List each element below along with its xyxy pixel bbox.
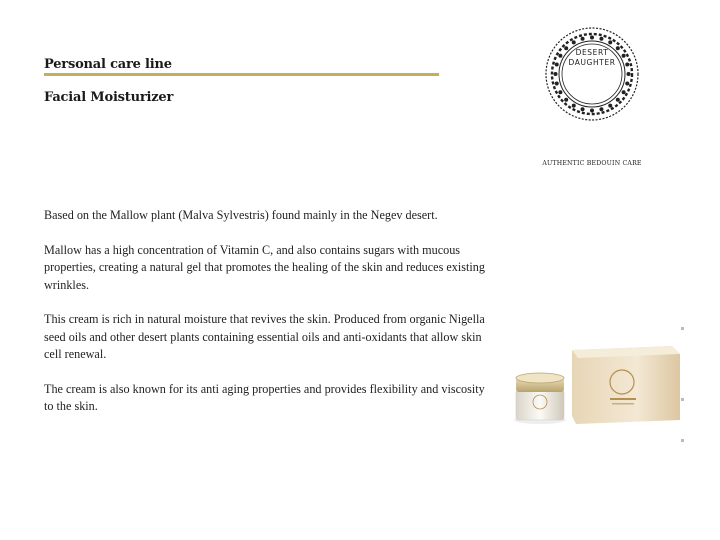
paragraph-4: The cream is also known for its anti aging properties and provides flexibility and viscosity to the skin. — [44, 382, 485, 414]
logo-petal — [558, 90, 562, 94]
logo-petal — [627, 72, 631, 76]
logo-line-1: DESERT — [575, 48, 609, 57]
edge-mark — [681, 439, 684, 442]
logo-line-2: DAUGHTER — [568, 58, 616, 67]
logo-petal — [599, 37, 603, 41]
logo-petal — [581, 37, 585, 41]
logo-petal — [564, 98, 568, 102]
logo-petal — [616, 98, 620, 102]
logo-petal — [608, 40, 612, 44]
logo-petal — [555, 81, 559, 85]
title-underline — [44, 73, 439, 76]
product-jar — [514, 373, 566, 424]
logo-tagline: AUTHENTIC BEDOUIN CARE — [542, 160, 642, 167]
logo-petal — [581, 107, 585, 111]
logo-petal — [590, 109, 594, 113]
edge-mark — [681, 398, 684, 401]
product-box — [572, 346, 680, 424]
paragraph-2: Mallow has a high concentration of Vitamin C, and also contains sugars with mucous properties, creating a natural gel that promotes the healing of the skin and reduces existing wrinkles. — [44, 242, 485, 292]
paragraph-3: This cream is rich in natural moisture that revives the skin. Produced from organic Nigella seed oils and other desert plants containing essential oils and anti-oxidants that allow skin cell renewal. — [44, 312, 485, 362]
description — [44, 207, 489, 433]
logo-petal — [608, 104, 612, 108]
brand-logo — [536, 24, 648, 167]
logo-petal — [599, 107, 603, 111]
logo-petal — [622, 90, 626, 94]
logo-petal — [625, 81, 629, 85]
logo-petal — [590, 36, 594, 40]
product-title: Facial Moisturizer — [44, 90, 174, 105]
product-photo — [512, 344, 684, 426]
logo-petal — [572, 104, 576, 108]
edge-mark — [681, 327, 684, 330]
paragraph-1: Based on the Mallow plant (Malva Sylvestris) found mainly in the Negev desert. — [44, 208, 438, 222]
logo-petal — [572, 40, 576, 44]
series-title: Personal care line — [44, 57, 172, 72]
logo-petal — [554, 72, 558, 76]
ornamental-ring-icon — [542, 24, 642, 124]
logo-wordmark — [536, 48, 648, 68]
